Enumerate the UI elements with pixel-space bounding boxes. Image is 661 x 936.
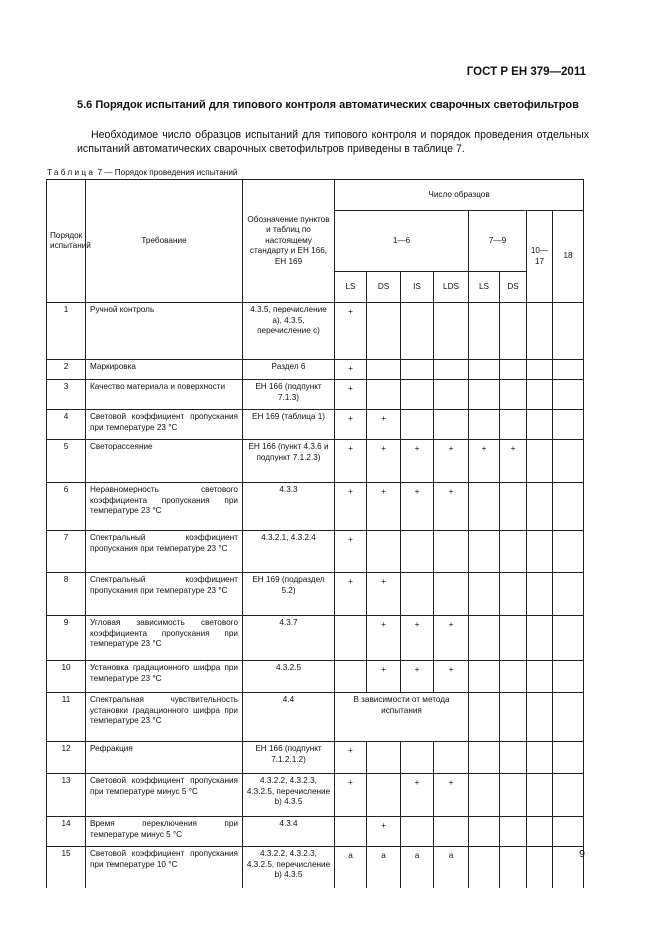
sample-mark [527,531,553,573]
sample-mark [527,847,553,889]
sample-mark: + [367,661,401,693]
table-row [47,573,584,616]
sample-mark: + [335,440,367,483]
sample-mark [434,303,469,360]
sample-mark [527,360,553,380]
row-number: 4 [47,410,86,440]
sample-mark [553,440,584,483]
sample-mark: + [335,774,367,817]
sample-mark [527,817,553,847]
table-row [47,380,584,410]
row-sample-note: В зависимости от метода испытания [335,693,469,742]
sample-mark [434,817,469,847]
table-body [47,303,584,889]
sample-mark: + [401,616,434,661]
sample-cell [527,693,553,742]
row-requirement: Световой коэффициент пропускания при температуре 10 °С [86,847,243,889]
sample-mark [434,531,469,573]
row-number: 6 [47,483,86,531]
sample-mark [434,410,469,440]
table-row [47,817,584,847]
sample-mark [401,817,434,847]
test-order-table [46,179,584,888]
table-row [47,742,584,774]
sample-mark [527,573,553,616]
header-samples: Число образцов [335,180,584,211]
row-number: 9 [47,616,86,661]
header-sub-ds-2: DS [500,272,527,303]
sample-mark [500,661,527,693]
row-designation: 4.3.3 [243,483,335,531]
sample-mark [335,616,367,661]
sample-mark [527,380,553,410]
row-requirement: Спектральный коэффициент пропускания при температуре 23 °С [86,573,243,616]
sample-mark [401,573,434,616]
row-designation: ЕН 169 (подраздел 5.2) [243,573,335,616]
sample-mark [500,410,527,440]
row-designation: ЕН 166 (подпункт 7.1.2.1.2) [243,742,335,774]
row-requirement: Рефракция [86,742,243,774]
row-designation: Раздел 6 [243,360,335,380]
sample-mark: + [469,440,500,483]
sample-mark [469,774,500,817]
row-number: 7 [47,531,86,573]
sample-mark: + [367,817,401,847]
section-title: 5.6 Порядок испытаний для типового контроля автоматических сварочных светофильтров [77,99,579,111]
row-number: 12 [47,742,86,774]
sample-mark [553,483,584,531]
table-row [47,693,584,742]
sample-mark [553,742,584,774]
sample-mark [553,661,584,693]
sample-mark [500,380,527,410]
sample-mark: a [335,847,367,889]
sample-mark: a [401,847,434,889]
sample-mark [367,742,401,774]
sample-cell [553,693,584,742]
table-row [47,847,584,889]
sample-mark: + [335,380,367,410]
header-sub-ls-2: LS [469,272,500,303]
sample-mark: + [401,661,434,693]
sample-mark [401,742,434,774]
header-group-10-17: 10—17 [527,211,553,303]
sample-mark: + [500,440,527,483]
table-row [47,483,584,531]
row-requirement: Установка градационного шифра при температуре 23 °С [86,661,243,693]
sample-mark [469,847,500,889]
sample-mark: + [367,410,401,440]
sample-mark [500,303,527,360]
sample-mark [500,742,527,774]
table-row [47,440,584,483]
row-requirement: Световой коэффициент пропускания при температуре минус 5 °С [86,774,243,817]
sample-mark: a [367,847,401,889]
row-designation: 4.3.4 [243,817,335,847]
row-designation: 4.3.5, перечисление a), 4.3.5, перечисление c) [243,303,335,360]
row-designation: 4.3.2.5 [243,661,335,693]
sample-mark: a [434,847,469,889]
row-requirement: Качество материала и поверхности [86,380,243,410]
sample-mark [553,573,584,616]
table-row [47,774,584,817]
row-designation: 4.3.2.1, 4.3.2.4 [243,531,335,573]
table-caption [47,168,237,177]
header-designation: Обозначение пунктов и таблиц по настоящему стандарту и ЕН 166, ЕН 169 [243,180,335,303]
row-designation: ЕН 169 (таблица 1) [243,410,335,440]
row-requirement: Угловая зависимость светового коэффициента пропускания при температуре 23 °С [86,616,243,661]
row-number: 15 [47,847,86,889]
sample-mark [434,742,469,774]
sample-mark [500,531,527,573]
row-requirement: Маркировка [86,360,243,380]
table-row [47,410,584,440]
sample-mark [434,573,469,616]
sample-mark [469,303,500,360]
row-requirement: Ручной контроль [86,303,243,360]
row-designation: 4.3.2.2, 4.3.2.3, 4.3.2.5, перечисление b) 4.3.5 [243,847,335,889]
sample-mark: + [335,360,367,380]
header-group-7-9: 7—9 [469,211,527,272]
sample-mark [469,483,500,531]
header-group-18: 18 [553,211,584,303]
sample-mark [367,303,401,360]
sample-mark [367,380,401,410]
sample-mark [500,483,527,531]
sample-cell [500,693,527,742]
sample-mark [469,742,500,774]
sample-mark: + [434,774,469,817]
row-requirement: Световой коэффициент пропускания при температуре 23 °С [86,410,243,440]
row-number: 14 [47,817,86,847]
sample-mark [335,817,367,847]
sample-mark [469,380,500,410]
sample-mark: + [335,531,367,573]
sample-mark [500,616,527,661]
header-sub-ds: DS [367,272,401,303]
row-designation: 4.3.7 [243,616,335,661]
sample-mark [553,817,584,847]
sample-mark [527,303,553,360]
sample-mark [527,483,553,531]
row-designation: ЕН 166 (подпункт 7.1.3) [243,380,335,410]
sample-mark [434,380,469,410]
document-code: ГОСТ Р ЕН 379—2011 [466,66,586,78]
table-row [47,360,584,380]
sample-mark [401,380,434,410]
table-row [47,531,584,573]
sample-mark: + [335,303,367,360]
sample-mark [469,573,500,616]
sample-mark [553,410,584,440]
header-sub-lds: LDS [434,272,469,303]
header-group-1-6: 1—6 [335,211,469,272]
intro-paragraph: Необходимое число образцов испытаний для типового контроля и порядок проведения отдельных испытаний автоматических сварочных светофильтров приведены в таблице 7. [77,129,589,155]
sample-mark [500,360,527,380]
sample-mark [527,616,553,661]
sample-cell [469,693,500,742]
sample-mark [553,774,584,817]
table-row [47,616,584,661]
header-requirement: Требование [86,180,243,303]
sample-mark: + [367,573,401,616]
sample-mark [469,817,500,847]
sample-mark: + [367,483,401,531]
sample-mark: + [434,661,469,693]
sample-mark [527,440,553,483]
sample-mark: + [335,742,367,774]
sample-mark [401,410,434,440]
row-number: 10 [47,661,86,693]
sample-mark [500,817,527,847]
sample-mark: + [367,616,401,661]
sample-mark: + [401,483,434,531]
table-row [47,661,584,693]
sample-mark: + [401,774,434,817]
row-number: 5 [47,440,86,483]
sample-mark [500,847,527,889]
sample-mark [401,531,434,573]
sample-mark: + [367,440,401,483]
sample-mark [553,616,584,661]
header-order: Порядок испытаний [47,180,86,303]
sample-mark: + [335,483,367,531]
page-number: 9 [579,848,585,860]
table-row [47,303,584,360]
sample-mark: + [335,410,367,440]
sample-mark [527,742,553,774]
sample-mark [469,410,500,440]
sample-mark [367,774,401,817]
sample-mark [469,531,500,573]
row-number: 8 [47,573,86,616]
sample-mark: + [335,573,367,616]
sample-mark [527,774,553,817]
row-requirement: Спектральный коэффициент пропускания при температуре 23 °С [86,531,243,573]
sample-mark: + [434,440,469,483]
sample-mark: + [401,440,434,483]
sample-mark [527,410,553,440]
sample-mark [434,360,469,380]
sample-mark [553,531,584,573]
row-number: 2 [47,360,86,380]
sample-mark [469,360,500,380]
row-designation: 4.4 [243,693,335,742]
row-designation: 4.3.2.2, 4.3.2.3, 4.3.2.5, перечисление b) 4.3.5 [243,774,335,817]
header-sub-is: IS [401,272,434,303]
sample-mark [367,360,401,380]
sample-mark: + [434,616,469,661]
row-requirement: Светорассеяние [86,440,243,483]
sample-mark [527,661,553,693]
row-designation: ЕН 166 (пункт 4.3.6 и подпункт 7.1.2.3) [243,440,335,483]
row-requirement: Спектральная чувствительность установки градационного шифра при температуре 23 °С [86,693,243,742]
table-caption-title: 7 — Порядок проведения испытаний [95,168,238,177]
row-number: 1 [47,303,86,360]
sample-mark [553,360,584,380]
table-caption-prefix: Таблица [47,168,96,177]
sample-mark [500,774,527,817]
sample-mark [553,303,584,360]
sample-mark [401,303,434,360]
sample-mark: + [434,483,469,531]
sample-mark [469,616,500,661]
sample-mark [500,573,527,616]
row-number: 11 [47,693,86,742]
sample-mark [335,661,367,693]
sample-mark [553,380,584,410]
row-requirement: Время переключения при температуре минус 5 °С [86,817,243,847]
row-number: 13 [47,774,86,817]
header-sub-ls: LS [335,272,367,303]
row-requirement: Неравномерность светового коэффициента пропускания при температуре 23 °С [86,483,243,531]
sample-mark [469,661,500,693]
sample-mark [367,531,401,573]
sample-mark [401,360,434,380]
row-number: 3 [47,380,86,410]
